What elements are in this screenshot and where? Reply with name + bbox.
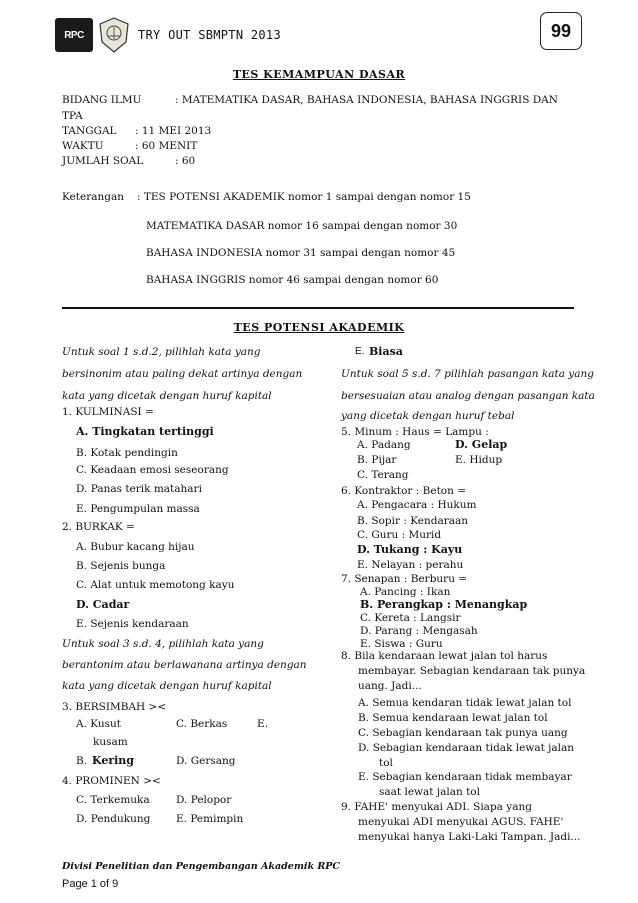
option: A. Bubur kacang hijau: [76, 541, 195, 553]
option: C. Kereta : Langsir: [360, 612, 461, 624]
option: E. Siswa : Guru: [360, 638, 443, 650]
option: kusam: [93, 736, 128, 748]
intro-text: Untuk soal 1 s.d.2, pilihlah kata yang: [62, 346, 261, 358]
jumlah-label: JUMLAH SOAL: [62, 155, 144, 167]
option: A. Semua kendaran tidak lewat jalan tol: [358, 697, 572, 709]
option: C. Berkas: [176, 718, 228, 730]
keterangan-line: : TES POTENSI AKADEMIK nomor 1 sampai dengan nomor 15: [137, 191, 471, 203]
option: D. Pelopor: [176, 794, 232, 806]
option: C. Terang: [357, 469, 409, 481]
option: C. Terkemuka: [76, 794, 150, 806]
option-correct: D. Gelap: [455, 438, 508, 451]
option-cont: saat lewat jalan tol: [379, 786, 480, 798]
question-3: 3. BERSIMBAH ><: [62, 701, 167, 713]
option: D. Pendukung: [76, 813, 151, 825]
option: D. Parang : Mengasah: [360, 625, 478, 637]
university-seal-logo: [96, 16, 132, 54]
waktu-value: : 60 MENIT: [135, 140, 198, 152]
option: B. Sopir : Kendaraan: [357, 515, 469, 527]
question-9: 9. FAHE' menyukai ADI. Siapa yang: [341, 801, 532, 813]
intro-text: bersesuaian atau analog dengan pasangan kata: [341, 390, 595, 402]
option: C. Guru : Murid: [357, 529, 442, 541]
option: E. Nelayan : perahu: [357, 559, 464, 571]
question-9-cont: menyukai hanya Laki-Laki Tampan. Jadi...: [358, 831, 581, 843]
option: E. Hidup: [455, 454, 503, 466]
intro-text: yang dicetak dengan huruf tebal: [341, 410, 515, 422]
footer-division: Divisi Penelitian dan Pengembangan Akademik RPC: [62, 861, 340, 872]
rpc-logo: RPC: [55, 18, 93, 52]
keterangan-line: BAHASA INDONESIA nomor 31 sampai dengan nomor 45: [146, 247, 456, 259]
bidang-value: : MATEMATIKA DASAR, BAHASA INDONESIA, BAHASA INGGRIS DAN: [175, 94, 558, 106]
option: B. Kotak pendingin: [76, 447, 178, 459]
option: B. Semua kendaraan lewat jalan tol: [358, 712, 548, 724]
tanggal-value: : 11 MEI 2013: [135, 125, 212, 137]
question-1: 1. KULMINASI =: [62, 406, 154, 418]
jumlah-value: : 60: [175, 155, 196, 167]
option: D. Sebagian kendaraan tidak lewat jalan: [358, 742, 575, 754]
question-8-cont: uang. Jadi...: [358, 680, 422, 692]
option: C. Alat untuk memotong kayu: [76, 579, 235, 591]
intro-text: Untuk soal 3 s.d. 4, pilihlah kata yang: [62, 638, 264, 650]
option: A. Pengacara : Hukum: [357, 499, 477, 511]
question-5: 5. Minum : Haus = Lampu :: [341, 426, 489, 438]
option-correct: Kering: [92, 754, 134, 767]
intro-text: kata yang dicetak dengan huruf kapital: [62, 680, 272, 692]
question-6: 6. Kontraktor : Beton =: [341, 485, 467, 497]
question-7: 7. Senapan : Berburu =: [341, 573, 468, 585]
option: C. Keadaan emosi seseorang: [76, 464, 229, 476]
option: A. Pancing : Ikan: [360, 586, 451, 598]
question-2: 2. BURKAK =: [62, 521, 135, 533]
waktu-label: WAKTU: [62, 140, 104, 152]
option: D. Gersang: [176, 755, 236, 767]
header-title: TRY OUT SBMPTN 2013: [138, 28, 281, 42]
option: E. Pengumpulan massa: [76, 503, 200, 515]
section-title: TES POTENSI AKADEMIK: [233, 321, 405, 334]
bidang-cont: TPA: [62, 110, 83, 122]
option: A. Padang: [357, 439, 411, 451]
tanggal-label: TANGGAL: [62, 125, 117, 137]
question-8-cont: membayar. Sebagian kendaraan tak punya: [358, 665, 586, 677]
keterangan-line: BAHASA INGGRIS nomor 46 sampai dengan nomor 60: [146, 274, 439, 286]
option: E.: [355, 346, 365, 357]
question-4: 4. PROMINEN ><: [62, 775, 161, 787]
intro-text: kata yang dicetak dengan huruf kapital: [62, 390, 272, 402]
option: B. Pijar: [357, 454, 397, 466]
option-cont: tol: [379, 757, 393, 769]
option-correct: A. Tingkatan tertinggi: [76, 425, 214, 438]
question-8: 8. Bila kendaraan lewat jalan tol harus: [341, 650, 548, 662]
option-correct: Biasa: [369, 345, 403, 358]
option-correct: D. Tukang : Kayu: [357, 543, 463, 556]
option: C. Sebagian kendaraan tak punya uang: [358, 727, 568, 739]
option-correct: D. Cadar: [76, 598, 130, 611]
option: E. Sejenis kendaraan: [76, 618, 189, 630]
intro-text: bersinonim atau paling dekat artinya dengan: [62, 368, 303, 380]
option: D. Panas terik matahari: [76, 483, 202, 495]
intro-text: berantonim atau berlawanana artinya dengan: [62, 659, 307, 671]
option: E. Sebagian kendaraan tidak membayar: [358, 771, 572, 783]
question-9-cont: menyukai ADI menyukai AGUS. FAHE': [358, 816, 564, 828]
intro-text: Untuk soal 5 s.d. 7 pilihlah pasangan kata yang: [341, 368, 594, 380]
option: E. Pemimpin: [176, 813, 244, 825]
footer-page-number: Page 1 of 9: [62, 878, 119, 890]
bidang-label: BIDANG ILMU: [62, 94, 142, 106]
page-badge: 99: [540, 12, 582, 50]
main-title: TES KEMAMPUAN DASAR: [232, 68, 406, 81]
option: B. Sejenis bunga: [76, 560, 166, 572]
option: A. Kusut: [76, 718, 122, 730]
option-correct: B. Perangkap : Menangkap: [360, 598, 528, 611]
keterangan-label: Keterangan: [62, 191, 124, 203]
option: B.: [76, 755, 88, 767]
option: E.: [257, 718, 269, 730]
section-divider: [62, 307, 574, 309]
keterangan-line: MATEMATIKA DASAR nomor 16 sampai dengan nomor 30: [146, 220, 458, 232]
